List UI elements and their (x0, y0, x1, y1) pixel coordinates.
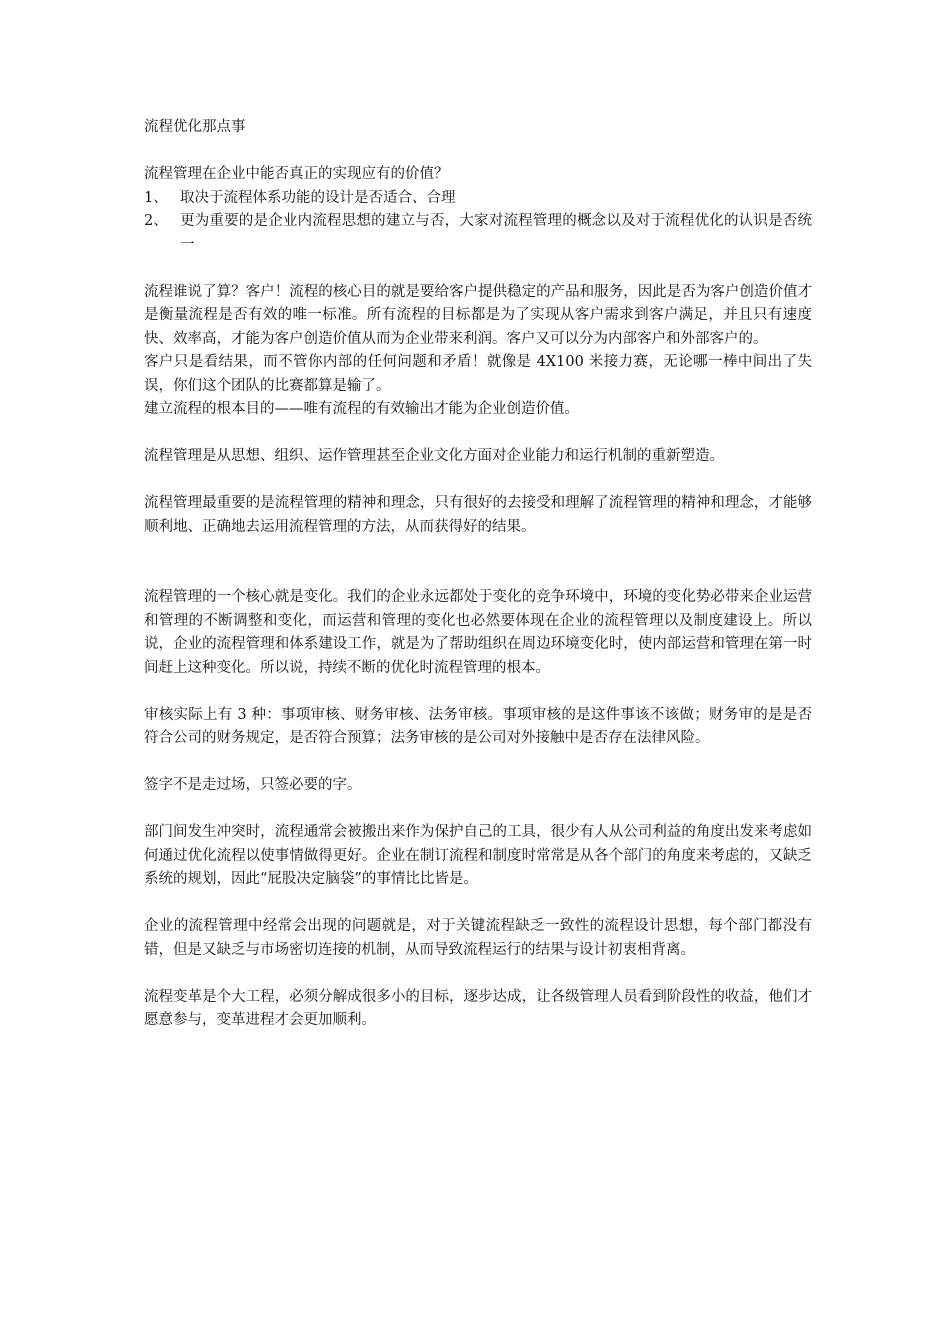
reform-paragraph: 流程变革是个大工程，必须分解成很多小的目标，逐步达成，让各级管理人员看到阶段性的收益，他们才愿意参与，变革进程才会更加顺利。 (144, 988, 812, 1028)
document-page (144, 116, 812, 1033)
spacer (144, 751, 812, 775)
answer-list (144, 187, 812, 258)
spacer (144, 962, 812, 986)
conflict-paragraph: 部门间发生冲突时，流程通常会被搬出来作为保护自己的工具，很少有人从公司利益的角度出发来考虑如何通过优化流程以使事情做得更好。企业在制订流程和制度时常常是从各个部门的角度来考虑的，又缺乏系统的规划，因此“屁股决定脑袋”的事情比比皆是。 (144, 824, 812, 887)
audit-paragraph: 审核实际上有 3 种：事项审核、财务审核、法务审核。事项审核的是这件事该不该做；财务审的是是否符合公司的财务规定，是否符合预算；法务审核的是公司对外接触中是否存在法律风险。 (144, 706, 812, 746)
list-item (144, 210, 812, 257)
list-item-number: 2、 (144, 213, 168, 229)
spacer (144, 422, 812, 446)
list-item-number: 1、 (144, 189, 168, 206)
spacer (144, 539, 812, 586)
spacer (144, 892, 812, 916)
change-paragraph: 流程管理的一个核心就是变化。我们的企业永远都处于变化的竞争环境中，环境的变化势必带来企业运营和管理的不断调整和变化，而运营和管理的变化也必然要体现在企业的流程管理以及制度建设上。所以说，企业的流程管理和体系建设工作，就是为了帮助组织在周边环境变化时，使内部运营和管理在第一时间赶上这种变化。所以说，持续不断的优化时流程管理的根本。 (144, 589, 812, 676)
question-paragraph: 流程管理在企业中能否真正的实现应有的价值？ (144, 166, 449, 182)
spacer (144, 469, 812, 493)
customer-relay-paragraph: 客户只是看结果，而不管你内部的任何问题和矛盾！就像是 4X100 米接力赛，无论哪一棒中间出了失误，你们这个团队的比赛都算是输了。 (144, 354, 812, 394)
sign-paragraph: 签字不是走过场，只签必要的字。 (144, 777, 362, 793)
spacer (144, 680, 812, 704)
spacer (144, 257, 812, 281)
list-item-text: 取决于流程体系功能的设计是否适合、合理 (180, 189, 456, 206)
customer-purpose-paragraph: 建立流程的根本目的——唯有流程的有效输出才能为企业创造价值。 (144, 401, 579, 417)
reshape-paragraph: 流程管理是从思想、组织、运作管理甚至企业文化方面对企业能力和运行机制的重新塑造。 (144, 448, 724, 464)
customer-paragraph: 流程谁说了算？客户！流程的核心目的就是要给客户提供稳定的产品和服务，因此是否为客户创造价值才是衡量流程是否有效的唯一标准。所有流程的目标都是为了实现从客户需求到客户满足，并且只有速度快、效率高，才能为客户创造价值从而为企业带来利润。客户又可以分为内部客户和外部客户的。 (144, 283, 812, 347)
spacer (144, 798, 812, 822)
problem-paragraph: 企业的流程管理中经常会出现的问题就是，对于关键流程缺乏一致性的流程设计思想，每个部门都没有错，但是又缺乏与市场密切连接的机制，从而导致流程运行的结果与设计初衷相背离。 (144, 918, 812, 958)
spirit-paragraph: 流程管理最重要的是流程管理的精神和理念，只有很好的去接受和理解了流程管理的精神和理念，才能够顺利地、正确地去运用流程管理的方法，从而获得好的结果。 (144, 495, 812, 535)
document-title: 流程优化那点事 (144, 119, 246, 135)
list-item (144, 187, 812, 211)
list-item-text: 更为重要的是企业内流程思想的建立与否，大家对流程管理的概念以及对于流程优化的认识是否统一 (180, 213, 812, 253)
